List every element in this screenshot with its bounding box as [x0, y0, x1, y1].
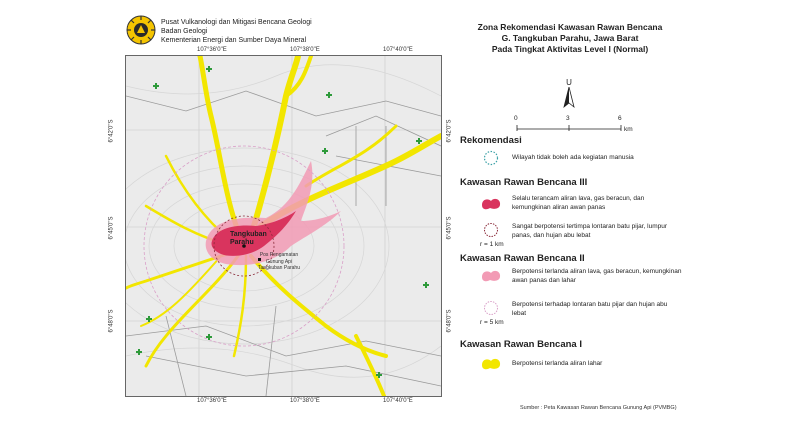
- scale-unit: km: [624, 126, 633, 133]
- scale-bar: [514, 115, 633, 143]
- scale-tick-0: 0: [514, 115, 518, 122]
- north-label: U: [566, 78, 572, 87]
- coord-bottom-1: 107°36'0"E: [197, 398, 227, 404]
- north-arrow-icon: [562, 87, 576, 109]
- legend-heading-rekomendasi: Rekomendasi: [460, 135, 522, 146]
- krb1-area-icon: [480, 356, 502, 372]
- organization-name: [161, 18, 312, 45]
- map-canvas: [126, 56, 441, 396]
- krb3-area-icon: [480, 196, 502, 212]
- coord-bottom-2: 107°38'0"E: [290, 398, 320, 404]
- krb2-radius-icon: [480, 300, 502, 316]
- krb3-radius-icon: [480, 222, 502, 238]
- scale-tick-6: 6: [618, 115, 622, 122]
- coord-left-3: 6°48'0"S: [108, 309, 115, 333]
- org-line-3: Kementerian Energi dan Sumber Daya Mineral: [161, 37, 307, 44]
- krb2-area-icon: [480, 268, 502, 284]
- pos-label-line-1: Pos Pengamatan: [259, 252, 299, 258]
- title-line-2: G. Tangkuban Parahu, Jawa Barat: [501, 33, 639, 43]
- scale-tick-3: 3: [566, 115, 570, 122]
- coord-right-2: 6°45'0"S: [446, 216, 453, 240]
- legend-heading-krb1: Kawasan Rawan Bencana I: [460, 339, 582, 350]
- legend-text-krb3-area: Selalu terancam aliran lava, gas beracun, dan kemungkinan aliran awan panas: [512, 195, 645, 211]
- title-line-3: Pada Tingkat Aktivitas Level I (Normal): [491, 44, 649, 54]
- coord-left-2: 6°45'0"S: [108, 216, 115, 240]
- map-title: [460, 22, 680, 55]
- krb2-radius-label: r = 5 km: [480, 319, 504, 326]
- scale-bar-graphic: [516, 125, 624, 133]
- source-note: Sumber : Peta Kawasan Rawan Bencana Gunung Api (PVMBG): [520, 405, 677, 411]
- peak-label: [230, 231, 267, 247]
- coord-right-3: 6°48'0"S: [446, 309, 453, 333]
- pos-label-line-3: Tangkuban Parahu: [258, 265, 300, 271]
- krb3-radius-label: r = 1 km: [480, 241, 504, 248]
- coord-left-1: 6°42'0"S: [108, 119, 115, 143]
- legend-heading-krb3: Kawasan Rawan Bencana III: [460, 177, 588, 188]
- coord-top-3: 107°40'0"E: [383, 47, 413, 53]
- rekomendasi-circle-icon: [480, 150, 502, 166]
- peak-label-line-2: Parahu: [230, 239, 254, 246]
- legend-text-rekomendasi: Wilayah tidak boleh ada kegiatan manusia: [512, 154, 634, 161]
- observation-post-label: [258, 252, 300, 272]
- esdm-logo-icon: [125, 14, 157, 46]
- north-arrow: [562, 78, 576, 110]
- legend-text-krb1: Berpotensi terlanda aliran lahar: [512, 360, 603, 367]
- org-line-2: Badan Geologi: [161, 28, 208, 35]
- peak-label-line-1: Tangkuban: [230, 231, 267, 238]
- pos-label-line-2: Gunung Api: [265, 258, 293, 265]
- coord-top-1: 107°36'0"E: [197, 47, 227, 53]
- title-line-1: Zona Rekomendasi Kawasan Rawan Bencana: [477, 22, 663, 32]
- hazard-map[interactable]: [125, 55, 442, 397]
- legend-heading-krb2: Kawasan Rawan Bencana II: [460, 253, 585, 264]
- coord-bottom-3: 107°40'0"E: [383, 398, 413, 404]
- legend-text-krb2-radius: Berpotensi terhadap lontaran batu pijar dan hujan abu lebat: [512, 301, 668, 317]
- legend-text-krb3-radius: Sangat berpotensi tertimpa lontaran batu pijar, lumpur panas, dan hujan abu lebat: [512, 223, 668, 239]
- coord-right-1: 6°42'0"S: [446, 119, 453, 143]
- org-line-1: Pusat Vulkanologi dan Mitigasi Bencana Geologi: [161, 19, 312, 26]
- coord-top-2: 107°38'0"E: [290, 47, 320, 53]
- legend-text-krb2-area: Berpotensi terlanda aliran lava, gas beracun, kemungkinan awan panas dan lahar: [512, 268, 682, 284]
